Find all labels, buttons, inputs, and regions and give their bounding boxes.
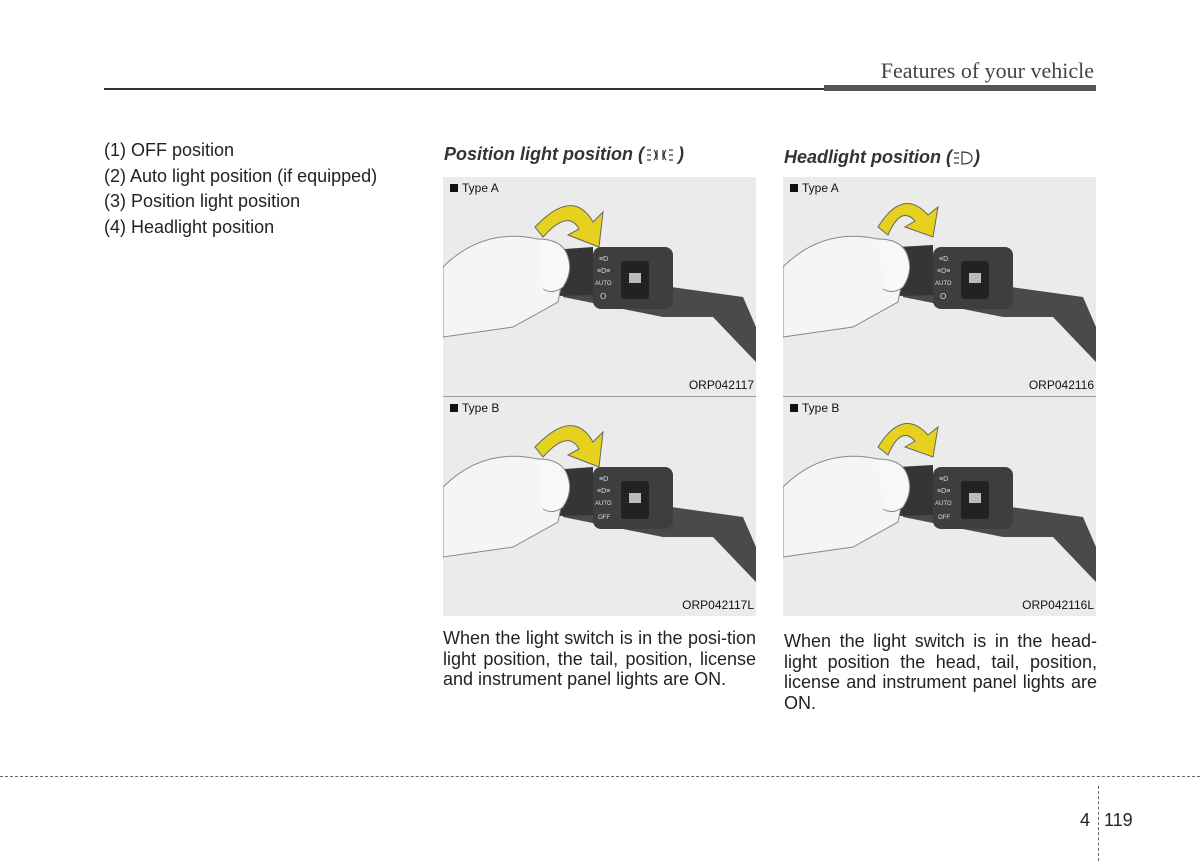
svg-text:AUTO: AUTO [595,281,612,287]
header-rule [104,88,824,90]
type-label-text: Type B [462,401,500,415]
light-switch-illustration [443,177,756,396]
svg-text:AUTO: AUTO [935,281,952,287]
figure-headlight-type-b [783,396,1096,616]
position-list [104,138,377,240]
position-item-position-light: (3) Position light position [104,191,301,211]
light-switch-illustration [783,397,1096,616]
header-rule-accent [824,85,1096,91]
position-light-description: When the light switch is in the posi-tion light position, the tail, position, license and instrument panel lights are ON. [443,628,756,689]
section-title-position-light [444,144,684,165]
svg-text:OFF: OFF [598,515,610,521]
type-label-text: Type B [802,401,840,415]
svg-text:OFF: OFF [938,515,950,521]
panel-type-label [790,401,839,415]
section-title-headlight [784,147,980,168]
section-title-prefix: Headlight position ( [784,147,952,167]
position-item-headlight: (4) Headlight position [104,216,275,237]
page-header-title: Features of your vehicle [880,58,1094,83]
type-label-text: Type A [802,181,839,195]
position-item-auto: (2) Auto light position (if equipped) [104,165,378,186]
section-title-prefix: Position light position ( [444,144,644,164]
svg-text:≡D: ≡D [599,256,609,263]
figure-code: ORP042117 [688,378,754,392]
headlight-description: When the light switch is in the head-light position the head, tail, position, license and instrument panel lights are ON. [784,631,1097,713]
svg-text:≡D: ≡D [939,256,949,263]
panel-type-label [450,401,499,415]
panel-type-label [790,181,839,195]
svg-text:AUTO: AUTO [595,501,612,507]
svg-text:≡D: ≡D [599,476,609,483]
svg-text:≡D≡: ≡D≡ [597,488,611,495]
headlight-icon [952,149,974,167]
position-light-icon [644,146,678,164]
panel-type-label [450,181,499,195]
figure-code: ORP042116L [1022,598,1094,612]
svg-text:≡D≡: ≡D≡ [937,488,951,495]
page-number: 119 [1104,810,1133,830]
svg-text:≡D: ≡D [939,476,949,483]
section-title-suffix: ) [974,147,980,167]
footer-divider [1098,786,1099,861]
figure-position-type-a [443,177,756,396]
footer-rule [0,776,1200,777]
figure-position-type-b [443,396,756,616]
section-title-suffix: ) [677,144,684,164]
svg-text:AUTO: AUTO [935,501,952,507]
type-label-text: Type A [462,181,499,195]
chapter-number: 4 [1080,810,1091,830]
figure-code: ORP042117L [682,598,754,612]
svg-text:≡D≡: ≡D≡ [937,268,951,275]
figure-headlight-type-a [783,177,1096,396]
svg-text:≡D≡: ≡D≡ [597,268,611,275]
light-switch-illustration [783,177,1096,396]
figure-code: ORP042116 [1028,378,1094,392]
position-item-off: (1) OFF position [104,140,235,160]
svg-text:O: O [940,292,947,301]
light-switch-illustration [443,397,756,616]
svg-text:O: O [600,292,607,301]
